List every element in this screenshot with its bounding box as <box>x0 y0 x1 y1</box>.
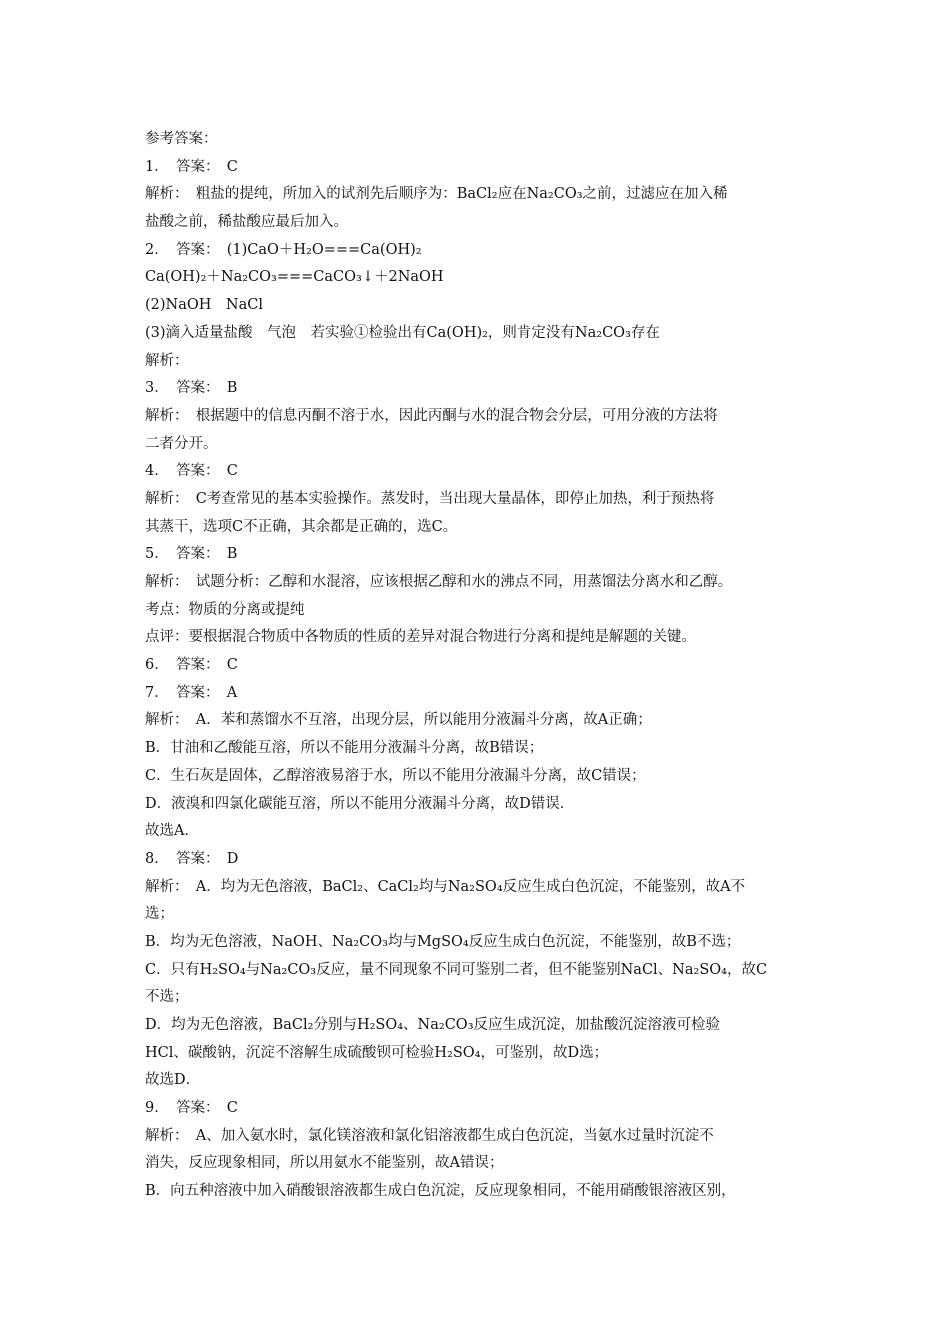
text-line: Ca(OH)₂＋Na₂CO₃===CaCO₃↓＋2NaOH <box>145 269 444 286</box>
text-line: 解析： A、加入氨水时，氯化镁溶液和氯化铝溶液都生成白色沉淀，当氨水过量时沉淀不 <box>145 1127 714 1144</box>
text-line: D．液溴和四氯化碳能互溶，所以不能用分液漏斗分离，故D错误． <box>145 795 575 812</box>
text-line: 9． 答案： C <box>145 1100 238 1117</box>
text-line: 考点：物质的分离或提纯 <box>145 601 305 618</box>
text-line: 故选D． <box>145 1072 201 1089</box>
text-line: 1． 答案： C <box>145 158 238 175</box>
text-line: 4． 答案： C <box>145 463 238 480</box>
text-line: 点评：要根据混合物质中各物质的性质的差异对混合物进行分离和提纯是解题的关键。 <box>145 629 696 646</box>
text-line: HCl、碳酸钠，沉淀不溶解生成硫酸钡可检验H₂SO₄，可鉴别，故D选； <box>145 1044 609 1061</box>
text-line: 7． 答案： A <box>145 684 238 701</box>
text-line: 2． 答案： (1)CaO＋H₂O===Ca(OH)₂ <box>145 241 422 258</box>
text-line: (3)滴入适量盐酸 气泡 若实验①检验出有Ca(OH)₂，则肯定没有Na₂CO₃存在 <box>145 324 660 341</box>
text-line: 解析： 粗盐的提纯，所加入的试剂先后顺序为：BaCl₂应在Na₂CO₃之前，过滤应在加入稀 <box>145 186 728 203</box>
text-line: 不选； <box>145 989 189 1006</box>
text-line: D．均为无色溶液，BaCl₂分别与H₂SO₄、Na₂CO₃反应生成沉淀，加盐酸沉淀溶液可检验 <box>145 1017 720 1033</box>
text-line: 8． 答案： D <box>145 850 239 867</box>
text-line: B．向五种溶液中加入硝酸银溶液都生成白色沉淀，反应现象相同，不能用硝酸银溶液区别， <box>145 1183 736 1200</box>
text-line: B．均为无色溶液，NaOH、Na₂CO₃均与MgSO₄反应生成白色沉淀，不能鉴别，故B不选； <box>145 933 741 950</box>
text-line: 消失，反应现象相同，所以用氨水不能鉴别，故A错误； <box>145 1155 504 1172</box>
text-line: 3． 答案： B <box>145 380 238 397</box>
text-line: 盐酸之前，稀盐酸应最后加入。 <box>145 214 348 231</box>
text-line: (2)NaOH NaCl <box>145 297 263 314</box>
text-line: 故选A． <box>145 823 199 840</box>
text-line: 解析： 试题分析：乙醇和水混溶，应该根据乙醇和水的沸点不同，用蒸馏法分离水和乙醇。 <box>145 574 733 590</box>
text-line: 解析： C考查常见的基本实验操作。蒸发时，当出现大量晶体，即停止加热，利于预热将 <box>145 490 715 507</box>
answer-document <box>145 126 835 1206</box>
text-line: 解析： A．苯和蒸馏水不互溶，出现分层，所以能用分液漏斗分离，故A正确； <box>145 712 652 729</box>
text-line: C．生石灰是固体，乙醇溶液易溶于水，所以不能用分液漏斗分离，故C错误； <box>145 767 646 784</box>
text-line: B．甘油和乙酸能互溶，所以不能用分液漏斗分离，故B错误； <box>145 740 544 757</box>
text-line: 选； <box>145 906 174 923</box>
text-line: 解析： 根据题中的信息丙酮不溶于水，因此丙酮与水的混合物会分层，可用分液的方法将 <box>145 407 718 424</box>
text-line: 5． 答案： B <box>145 546 238 563</box>
text-line: C．只有H₂SO₄与Na₂CO₃反应，量不同现象不同可鉴别二者，但不能鉴别NaCl、Na₂SO₄，故C <box>145 961 768 978</box>
text-line: 其蒸干，选项C不正确，其余都是正确的，选C。 <box>145 518 458 535</box>
text-line: 6． 答案： C <box>145 657 238 674</box>
text-line: 二者分开。 <box>145 435 218 452</box>
text-line: 解析： A．均为无色溶液，BaCl₂、CaCl₂均与Na₂SO₄反应生成白色沉淀，不能鉴别，故A不 <box>145 878 746 895</box>
text-line: 解析： <box>145 352 189 369</box>
text-line: 参考答案： <box>145 131 218 147</box>
